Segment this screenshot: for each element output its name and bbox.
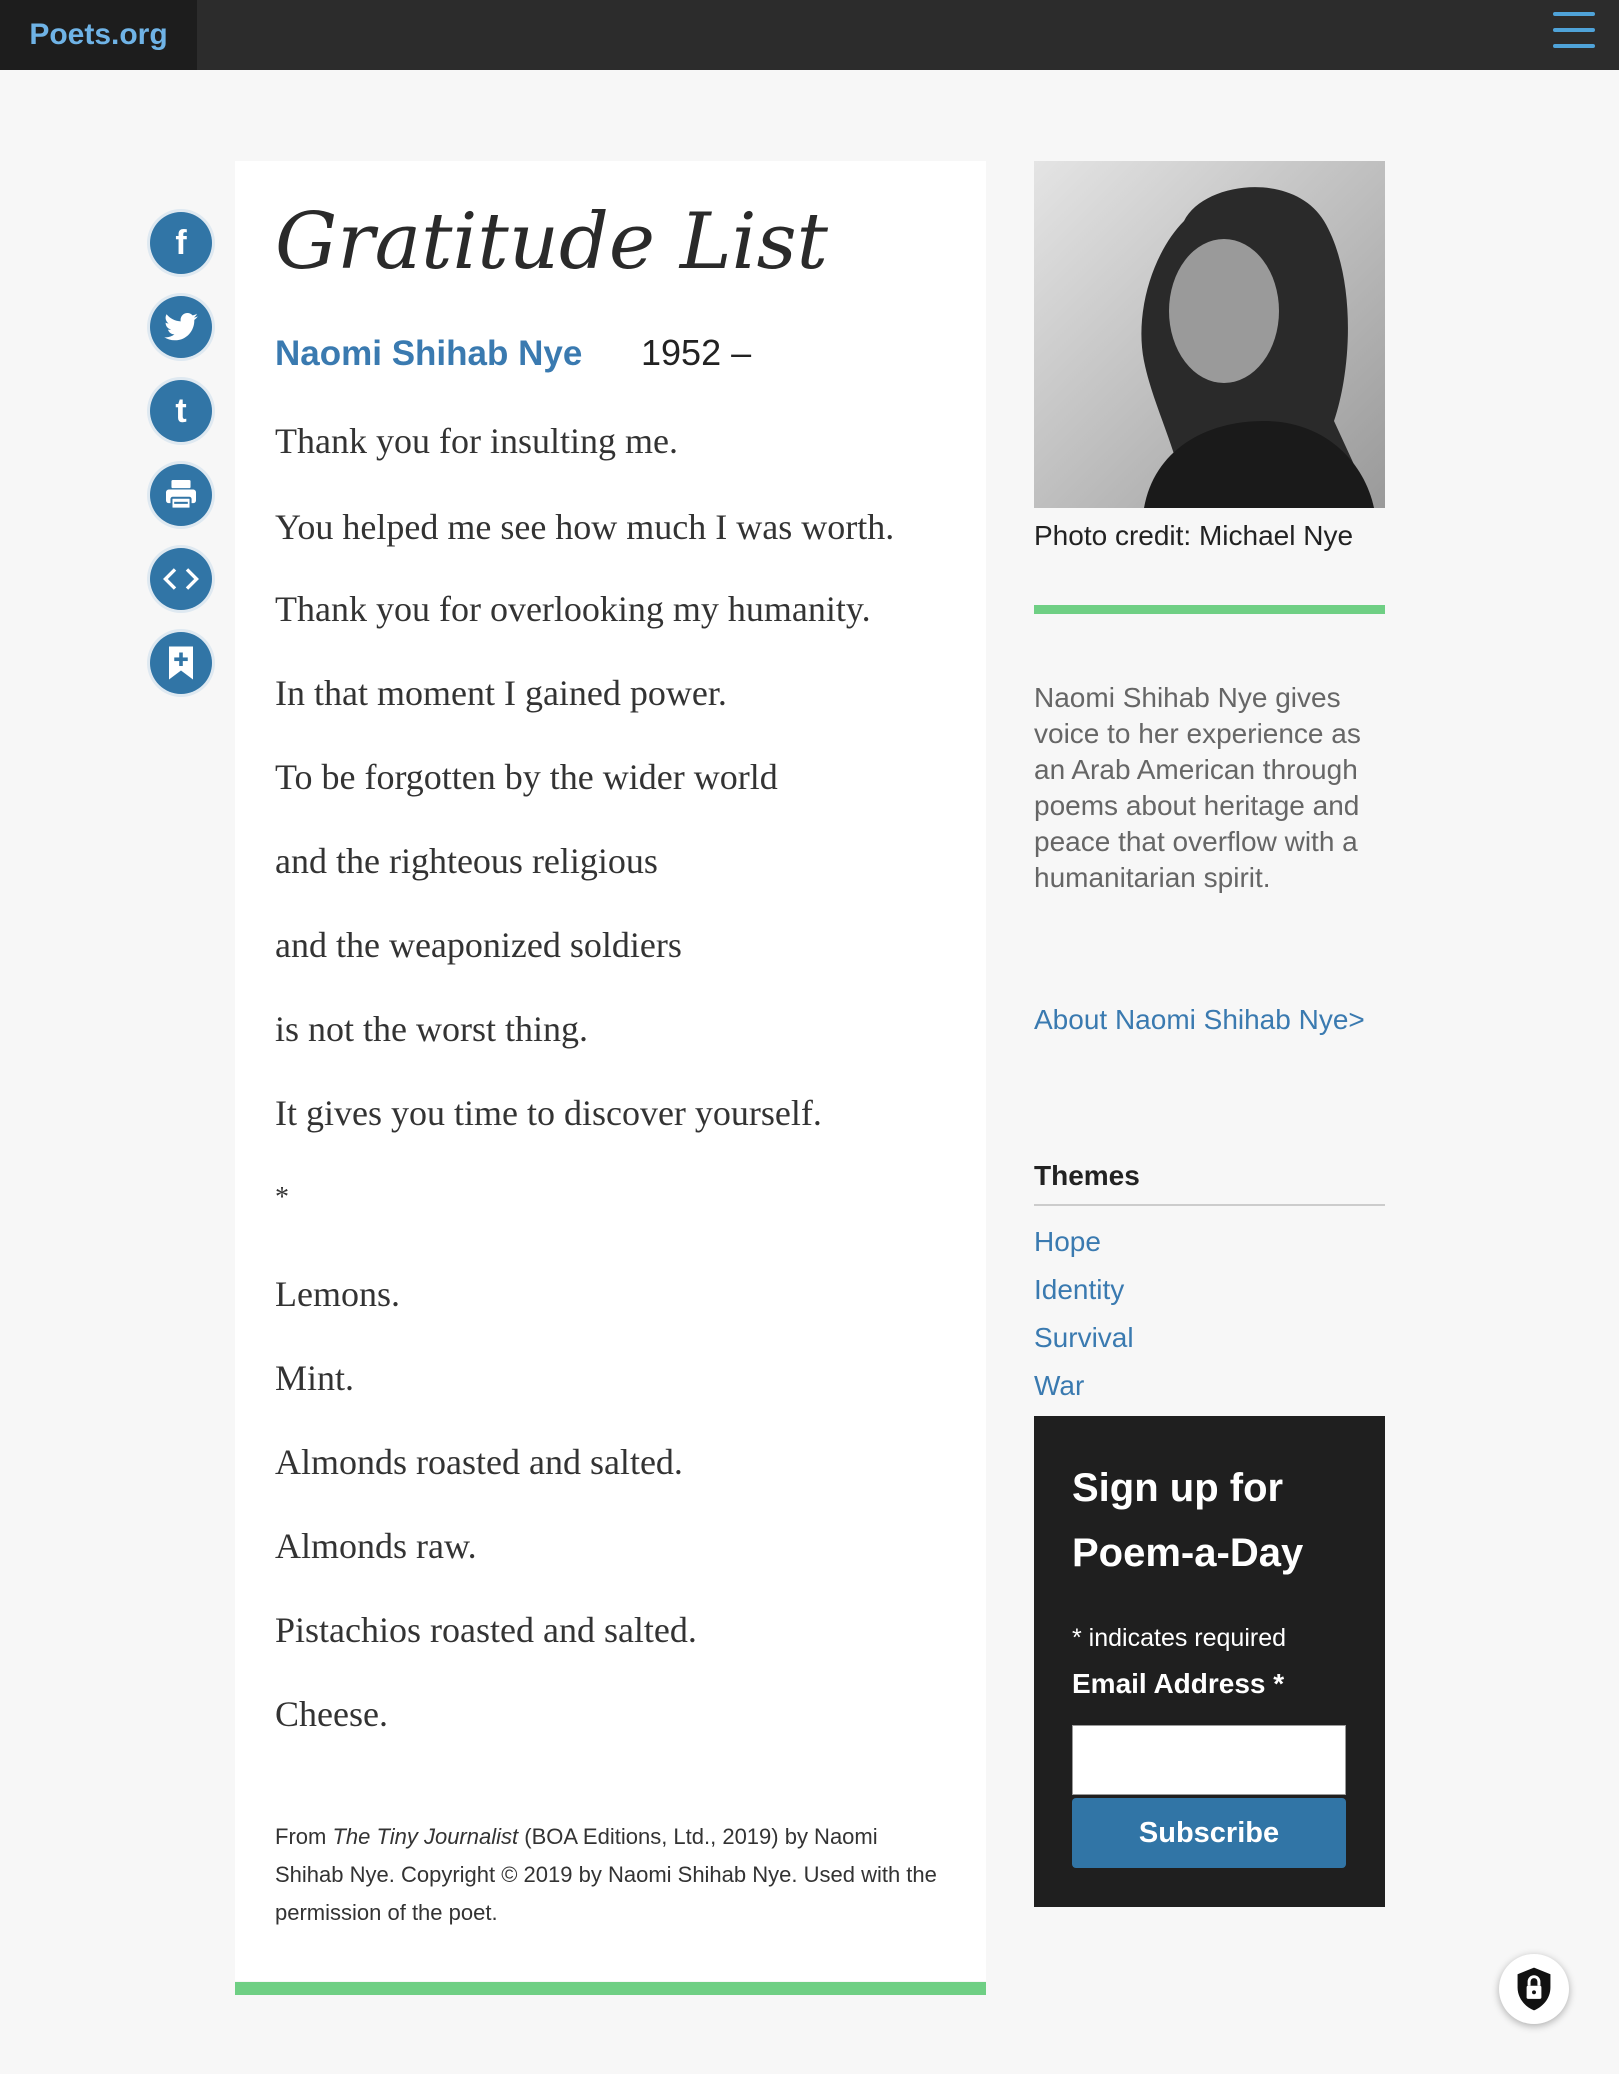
poem-line: Almonds roasted and salted.	[275, 1442, 683, 1482]
portrait-illustration	[1034, 161, 1385, 508]
email-input[interactable]	[1072, 1725, 1346, 1795]
poem-line: Lemons.	[275, 1274, 400, 1314]
poem-line: Mint.	[275, 1358, 355, 1398]
tumblr-icon[interactable]	[150, 380, 212, 442]
code-brackets-shape	[163, 567, 199, 591]
bookmark-plus-shape	[166, 645, 196, 681]
theme-link-survival[interactable]: Survival	[1034, 1322, 1134, 1353]
poem-line: Almonds raw.	[275, 1526, 477, 1566]
author-link[interactable]: Naomi Shihab Nye	[275, 334, 583, 373]
author-sidebar	[1034, 161, 1385, 508]
poem-line: It gives you time to discover yourself.	[275, 1093, 822, 1133]
poem-line: You helped me see how much I was worth.	[275, 507, 895, 547]
card-accent-rule	[235, 1982, 986, 1995]
poem-line: Cheese.	[275, 1694, 388, 1734]
theme-item	[1034, 1322, 1134, 1370]
tumblr-glyph: t	[175, 391, 187, 430]
theme-link-hope[interactable]: Hope	[1034, 1226, 1101, 1257]
credit-suffix: (BOA Editions, Ltd., 2019) by Naomi Shihab Nye. Copyright © 2019 by Naomi Shihab Nye. Used with the permission of the poet.	[275, 1824, 937, 1925]
poem-line: and the weaponized soldiers	[275, 925, 682, 965]
shield-lock-shape	[1514, 1966, 1554, 2012]
author-photo	[1034, 161, 1385, 508]
print-icon[interactable]	[150, 464, 212, 526]
subscribe-button[interactable]: Subscribe	[1072, 1798, 1346, 1868]
email-label: Email Address *	[1072, 1668, 1285, 1699]
poem-line: Thank you for insulting me.	[275, 421, 678, 461]
signup-title: Sign up for Poem-a-Day	[1072, 1466, 1304, 1575]
poem-line: Pistachios roasted and salted.	[275, 1610, 697, 1650]
site-logo[interactable]: Poets.org	[0, 0, 197, 70]
privacy-lock-icon[interactable]	[1499, 1954, 1569, 2024]
poem-body	[275, 417, 965, 1774]
credit-prefix: From	[275, 1824, 333, 1849]
share-toolbar	[150, 212, 212, 716]
photo-credit: Photo credit: Michael Nye	[1034, 520, 1354, 551]
author-bio: Naomi Shihab Nye gives voice to her experience as an Arab American through poems about heritage and peace that overflow with a humanitarian spirit.	[1034, 682, 1361, 893]
facebook-icon[interactable]	[150, 212, 212, 274]
required-note: * indicates required	[1072, 1624, 1287, 1652]
bookmark-icon[interactable]	[150, 632, 212, 694]
hamburger-menu-icon[interactable]	[1553, 12, 1595, 48]
facebook-glyph: f	[175, 223, 187, 262]
theme-item	[1034, 1274, 1134, 1322]
about-author-link[interactable]: About Naomi Shihab Nye>	[1034, 1004, 1365, 1035]
embed-icon[interactable]	[150, 548, 212, 610]
poem-line: In that moment I gained power.	[275, 673, 727, 713]
poem-credit	[275, 1818, 945, 1932]
poem-title: Gratitude List	[275, 197, 828, 287]
poem-line: To be forgotten by the wider world	[275, 757, 778, 797]
poem-section-break: *	[275, 1182, 289, 1213]
poem-a-day-signup	[1034, 1416, 1385, 1907]
twitter-icon[interactable]	[150, 296, 212, 358]
poem-line: and the righteous religious	[275, 841, 658, 881]
printer-shape	[164, 480, 198, 510]
poem-line: is not the worst thing.	[275, 1009, 588, 1049]
theme-link-war[interactable]: War	[1034, 1370, 1085, 1401]
themes-list	[1034, 1226, 1134, 1418]
poem-line: Thank you for overlooking my humanity.	[275, 589, 871, 629]
sidebar-accent-rule	[1034, 605, 1385, 614]
theme-item	[1034, 1226, 1134, 1274]
themes-heading: Themes	[1034, 1160, 1385, 1206]
theme-item	[1034, 1370, 1134, 1418]
credit-book-title: The Tiny Journalist	[332, 1824, 519, 1849]
top-nav-bar	[0, 0, 1619, 70]
author-dates: 1952 –	[641, 332, 752, 373]
twitter-bird-shape	[164, 313, 198, 341]
theme-link-identity[interactable]: Identity	[1034, 1274, 1125, 1305]
